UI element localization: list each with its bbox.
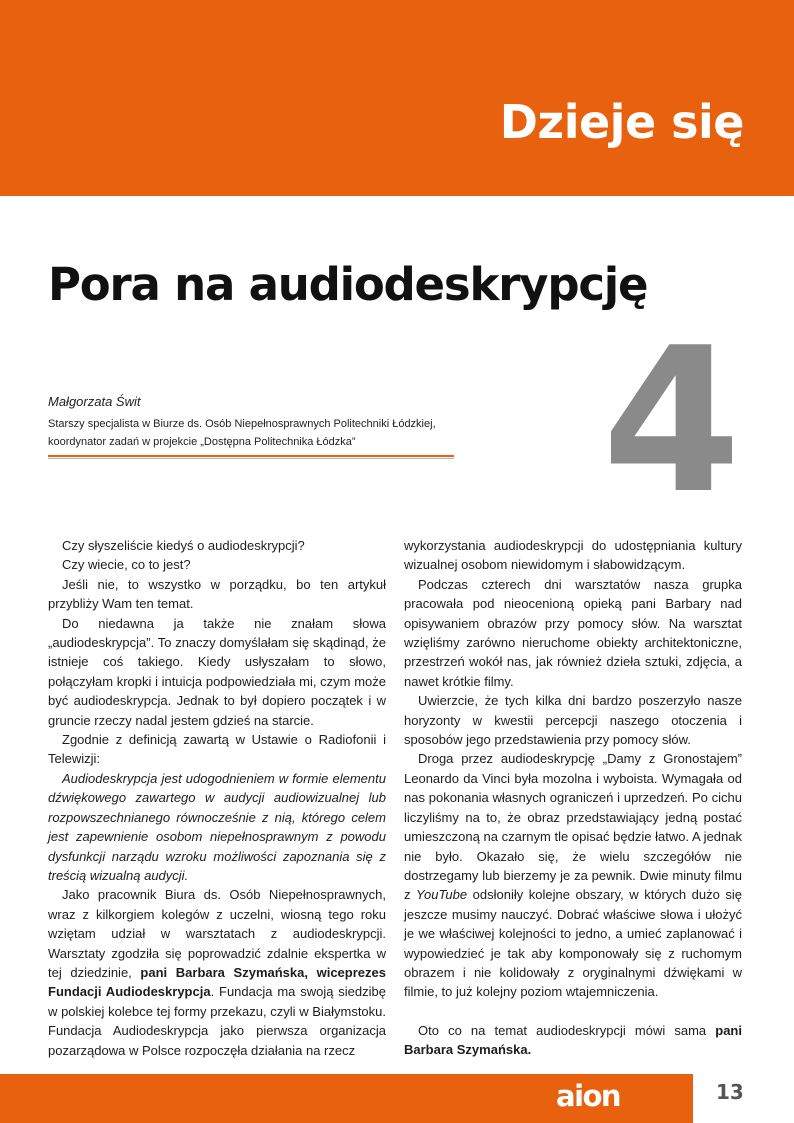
page-number: 13 <box>716 1080 744 1104</box>
paragraph: Oto co na temat audiodeskrypcji mówi sama pani Barbara Szymańska. <box>404 1022 742 1058</box>
paragraph: Jako pracownik Biura ds. Osób Niepełnosprawnych, wraz z kilkorgiem kolegów z uczelni, wiosną tego roku wziętam udział w warsztatach z audiodeskrypcji. Warsztaty zgodziła się poprowadzić zdalnie ekspertka w tej dziedzinie, pani Barbara Szymańska, wiceprezes Fundacji Audiodeskrypcja. Fundacja ma swoją siedzibę w polskiej kolebce tej formy przekazu, czyli w Białymstoku. Fundacja Audiodeskrypcja jako pierwsza organizacja pozarządowa w Polsce rozpoczęła działania na rzecz <box>48 887 386 1058</box>
body-column-left <box>48 536 386 1060</box>
definition-quote: Audiodeskrypcja jest udogodnieniem w formie elementu dźwiękowego zawartego w audycji audiowizualnej lub rozpowszechnianego równocześnie z nią, którego celem jest zapewnienie osobom niepełnosprawnym z powodu dysfunkcji narządu wzroku możliwości zapoznania się z treścią wizualną audycji. <box>48 770 386 883</box>
paragraph: Czy słyszeliście kiedyś o audiodeskrypcji? <box>62 538 305 553</box>
paragraph: Droga przez audiodeskrypcję „Damy z Gronostajem” Leonardo da Vinci była mozolna i wyboista. Wymagała od nas pokonania własnych ograniczeń i uprzedzeń. Po cichu liczyliśmy na to, że obraz przedstawiający jedną postać umieszczoną na czarnym tle opisać będzie łatwo. A jednak nie było. Okazało się, że wielu szczegółów nie dostrzegamy lub bierzemy je za pewnik. Dwie minuty filmu z YouTube odsłoniły kolejne obszary, w których dużo się jeszcze musimy nauczyć. Dobrać właściwe słowa i ułożyć je we właściwej kolejności to jedno, a umieć zaplanować i wypowiedzieć je tak aby komponowały się z ruchomym obrazem i nie kolidowały z oryginalnymi dźwiękami w filmie, to już kolejny poziom wtajemniczenia. <box>404 751 742 1000</box>
body-column-right <box>404 536 742 1060</box>
author-divider <box>48 455 454 459</box>
author-role-line-2: koordynator zadań w projekcie „Dostępna Politechnika Łódzka” <box>48 436 356 448</box>
youtube-mention: YouTube <box>416 887 468 903</box>
paragraph: Podczas czterech dni warsztatów nasza grupka pracowała pod nieocenioną opieką pani Barbary nad opisywaniem obrazów przy pomocy słów. Na warsztat wzięliśmy zarówno nieruchome obiekty architektoniczne, przestrzeń wokół nas, jak również dzieła sztuki, zdjęcia, a nawet krótkie filmy. <box>404 576 742 689</box>
paragraph: wykorzystania audiodeskrypcji do udostępniania kultury wizualnej osobom niewidomym i słabowidzącym. <box>404 538 742 573</box>
paragraph: Do niedawna ja także nie znałam słowa „audiodeskrypcja”. To znaczy domyślałam się skądinąd, że istnieje coś takiego. Kiedy usłyszałam to słowo, połączyłam kropki i intuicja podpowiedziała mi, czym może być audiodeskrypcja. Jednak to był dopiero początek i w gruncie rzeczy nadal jestem gdzieś na starcie. <box>48 615 386 728</box>
header-band <box>0 0 794 196</box>
article-title: Pora na audiodeskrypcję <box>48 258 648 311</box>
paragraph: Jeśli nie, to wszystko w porządku, bo ten artykuł przybliży Wam ten temat. <box>48 576 386 612</box>
author-block <box>48 394 454 451</box>
paragraph: Uwierzcie, że tych kilka dni bardzo poszerzyło nasze horyzonty w kwestii percepcji naszego otoczenia i sposobów jego przedstawienia przy pomocy słów. <box>404 693 742 748</box>
bold-name: pani Barbara Szymańska, wiceprezes Fundacji Audiodeskrypcja <box>48 964 386 1000</box>
author-role-line-1: Starszy specjalista w Biurze ds. Osób Niepełnosprawnych Politechniki Łódzkiej, <box>48 418 436 430</box>
author-name: Małgorzata Świt <box>48 394 141 409</box>
article-number: 4 <box>602 305 736 538</box>
section-title: Dzieje się <box>499 95 744 149</box>
paragraph: Czy wiecie, co to jest? <box>62 557 191 573</box>
paragraph: Zgodnie z definicją zawartą w Ustawie o Radiofonii i Telewizji: <box>48 732 386 767</box>
bold-name: pani Barbara Szymańska. <box>404 1022 742 1058</box>
aion-logo: aion <box>556 1079 621 1113</box>
